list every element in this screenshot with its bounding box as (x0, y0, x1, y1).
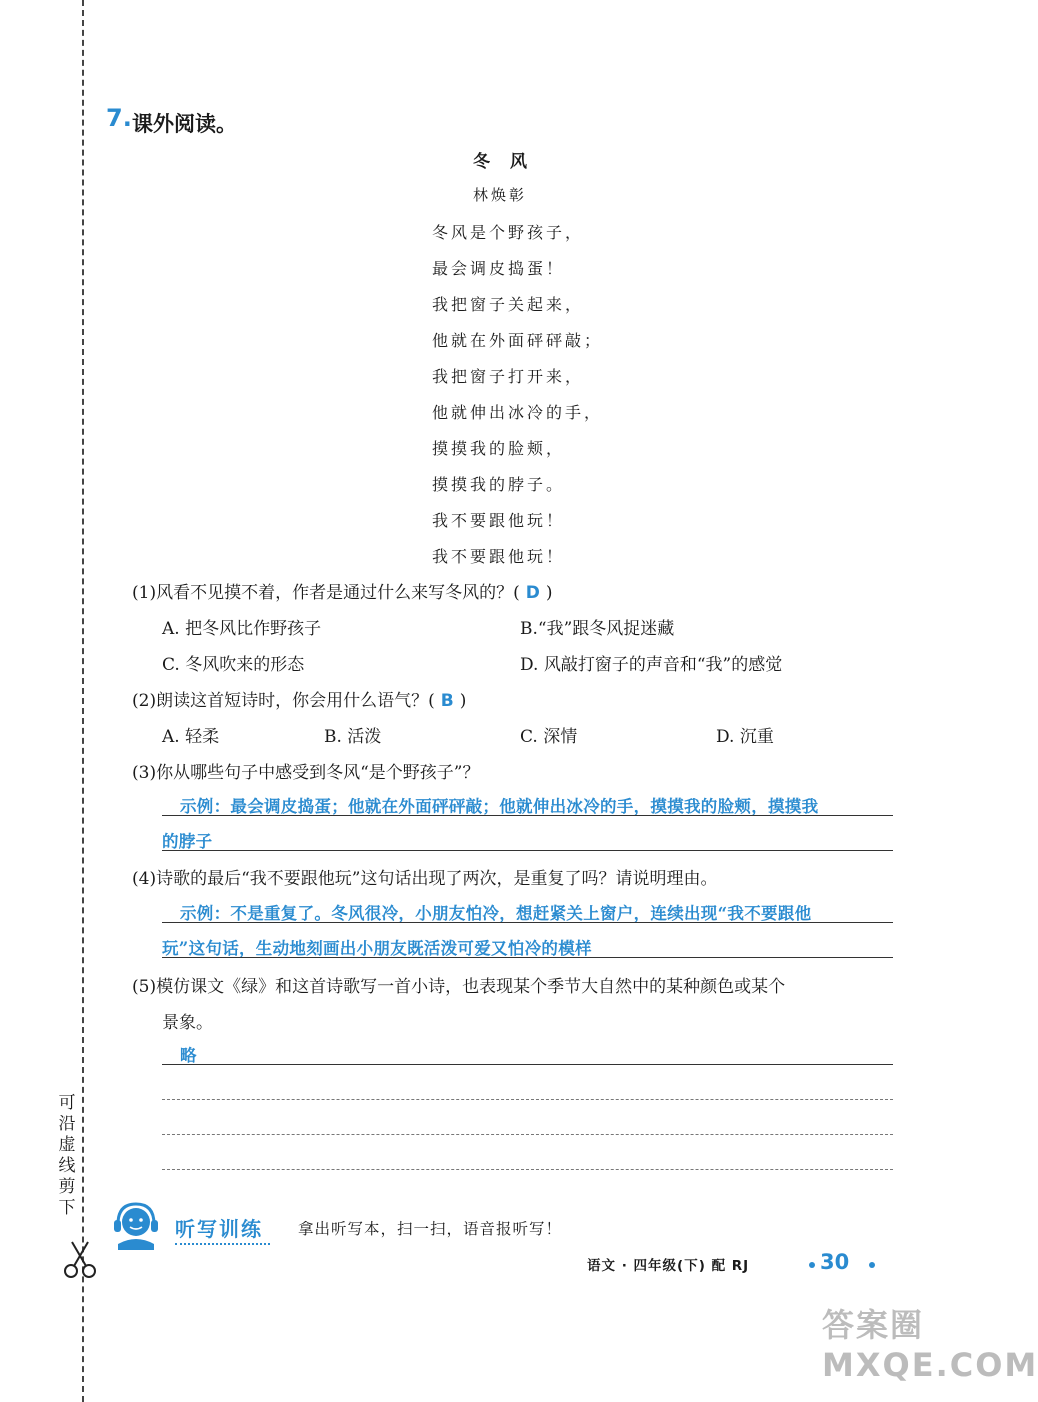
q2-option-b: B. 活泼 (324, 727, 382, 747)
section-title: 课外阅读。 (132, 111, 237, 136)
q3-answer-line-1: 示例：最会调皮捣蛋；他就在外面砰砰敲；他就伸出冰冷的手，摸摸我的脸颊，摸摸我 (180, 797, 819, 816)
poem-line: 我不要跟他玩！ (432, 547, 566, 566)
listening-instruction: 拿出听写本，扫一扫，语音报听写！ (298, 1220, 563, 1238)
listening-title: 听写训练 (175, 1217, 263, 1241)
q1-option-b: B.“我”跟冬风捉迷藏 (520, 619, 675, 639)
question-1-prefix: (1)风看不见摸不着，作者是通过什么来写冬风的？( (132, 583, 520, 603)
poem-line: 摸摸我的脖子。 (432, 475, 566, 494)
question-1-answer: D (525, 583, 540, 603)
poem-author: 林焕彰 (472, 186, 527, 204)
poem-line: 他就伸出冰冷的手， (432, 403, 604, 422)
poem-line: 冬风是个野孩子， (432, 223, 585, 242)
question-4: (4)诗歌的最后“我不要跟他玩”这句话出现了两次，是重复了吗？请说明理由。 (132, 869, 718, 889)
page-dot (869, 1262, 875, 1268)
scissors-icon (58, 1238, 102, 1282)
question-1-suffix: ) (545, 583, 553, 603)
poem-line: 我不要跟他玩！ (432, 511, 566, 530)
q1-option-d: D. 风敲打窗子的声音和“我”的感觉 (520, 655, 783, 675)
book-info: 语文 · 四年级(下) 配 RJ (587, 1258, 750, 1274)
question-1 (132, 578, 552, 603)
question-2-answer: B (440, 691, 454, 711)
question-3: (3)你从哪些句子中感受到冬风“是个野孩子”？ (132, 763, 480, 783)
cut-guide-line (82, 0, 84, 1402)
question-2-prefix: (2)朗读这首短诗时，你会用什么语气？( (132, 691, 435, 711)
cut-label: 可沿虚线剪下 (58, 1093, 76, 1218)
watermark: 答案圈 MXQE.COM (822, 1306, 1038, 1384)
answer-rule (162, 1134, 893, 1135)
poem-line: 我把窗子打开来， (432, 367, 585, 386)
poem-line: 他就在外面砰砰敲； (432, 331, 604, 350)
q4-answer-line-1: 示例：不是重复了。冬风很冷，小朋友怕冷，想赶紧关上窗户，连续出现“我不要跟他 (180, 904, 812, 923)
section-number: 7. (106, 104, 132, 132)
question-2 (132, 686, 466, 711)
answer-rule (162, 815, 893, 816)
q4-answer-line-2: 玩”这句话，生动地刻画出小朋友既活泼可爱又怕冷的模样 (162, 939, 592, 958)
poem-line: 最会调皮捣蛋！ (432, 259, 566, 278)
page-dot (809, 1262, 815, 1268)
q1-option-a: A. 把冬风比作野孩子 (162, 619, 322, 639)
listening-title-underline (175, 1243, 270, 1245)
q2-option-a: A. 轻柔 (162, 727, 220, 747)
poem-line: 我把窗子关起来， (432, 295, 585, 314)
answer-rule (162, 922, 893, 923)
question-2-suffix: ) (459, 691, 467, 711)
q5-answer: 略 (180, 1046, 197, 1065)
poem-line: 摸摸我的脸颊， (432, 439, 566, 458)
answer-rule (162, 1064, 893, 1065)
page-number: 30 (820, 1250, 850, 1274)
q3-answer-line-2: 的脖子 (162, 832, 213, 851)
question-5-line-2: 景象。 (162, 1013, 213, 1033)
q2-option-c: C. 深情 (520, 727, 578, 747)
q2-option-d: D. 沉重 (716, 727, 774, 747)
poem-title: 冬风 (473, 152, 547, 172)
q1-option-c: C. 冬风吹来的形态 (162, 655, 305, 675)
answer-rule (162, 957, 893, 958)
headset-icon (110, 1200, 162, 1252)
answer-rule (162, 1169, 893, 1170)
answer-rule (162, 850, 893, 851)
question-5-line-1: (5)模仿课文《绿》和这首诗歌写一首小诗，也表现某个季节大自然中的某种颜色或某个 (132, 977, 786, 997)
answer-rule (162, 1099, 893, 1100)
